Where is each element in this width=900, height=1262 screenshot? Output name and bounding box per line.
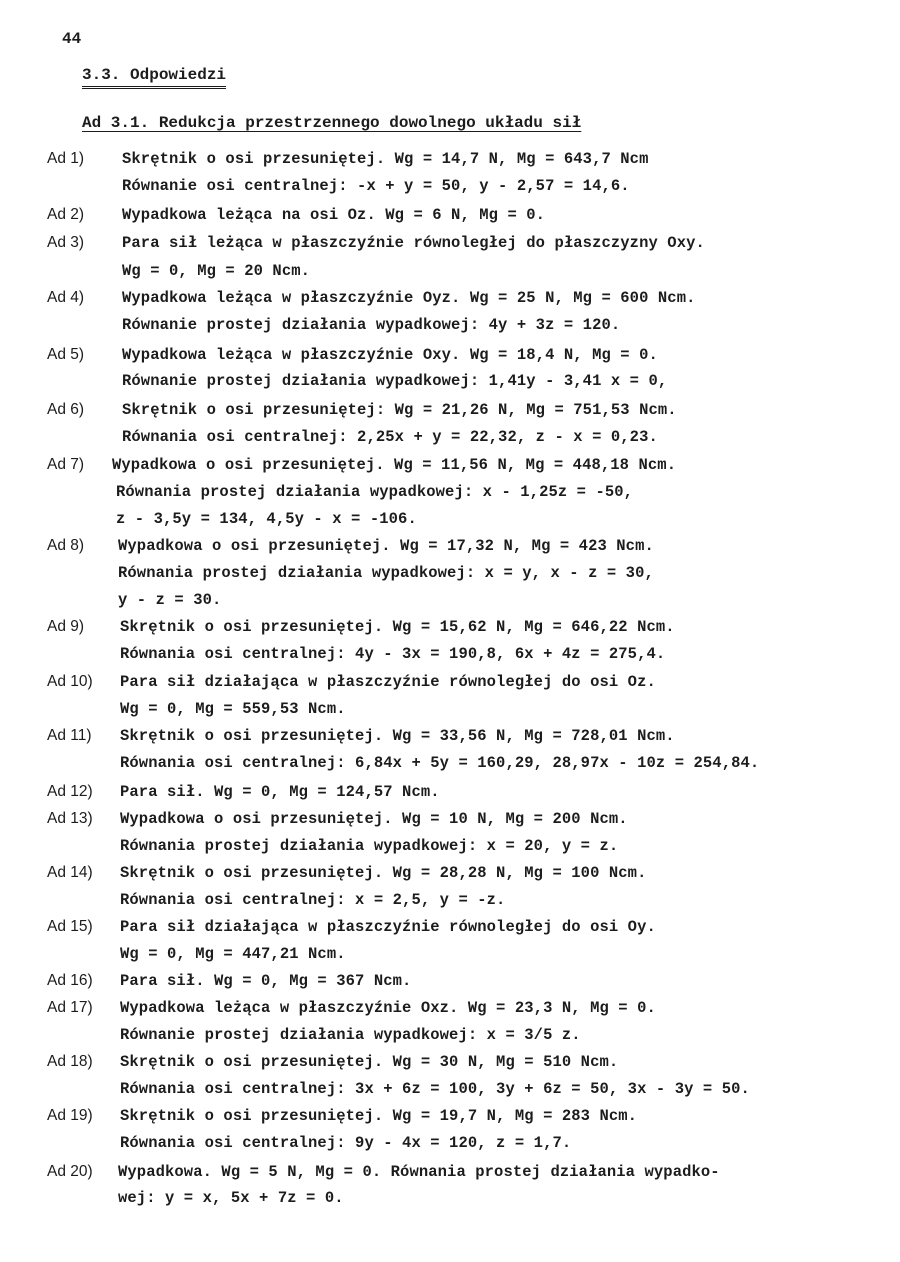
answer-label: Ad 10) bbox=[47, 673, 93, 690]
answer-line: Wypadkowa leżąca w płaszczyźnie Oyz. Wg = 25 N, Mg = 600 Ncm. bbox=[122, 289, 696, 307]
answer-line: Równania osi centralnej: x = 2,5, y = -z. bbox=[120, 891, 506, 909]
answer-line: Wypadkowa. Wg = 5 N, Mg = 0. Równania prostej działania wypadko- bbox=[118, 1163, 720, 1181]
answer-line: Równanie prostej działania wypadkowej: 1,41y - 3,41 x = 0, bbox=[122, 372, 668, 390]
answer-line: Wg = 0, Mg = 447,21 Ncm. bbox=[120, 945, 346, 963]
answer-label: Ad 17) bbox=[47, 999, 93, 1016]
answer-line: Para sił. Wg = 0, Mg = 124,57 Ncm. bbox=[120, 783, 440, 801]
answer-line: Równania osi centralnej: 3x + 6z = 100, 3y + 6z = 50, 3x - 3y = 50. bbox=[120, 1080, 750, 1098]
answer-line: Wypadkowa leżąca na osi Oz. Wg = 6 N, Mg = 0. bbox=[122, 206, 546, 224]
answer-line: Wg = 0, Mg = 559,53 Ncm. bbox=[120, 700, 346, 718]
page-number: 44 bbox=[62, 30, 82, 48]
answer-line: Równania osi centralnej: 2,25x + y = 22,32, z - x = 0,23. bbox=[122, 428, 658, 446]
answer-line: Wypadkowa o osi przesuniętej. Wg = 17,32 N, Mg = 423 Ncm. bbox=[118, 537, 654, 555]
answer-label: Ad 18) bbox=[47, 1053, 93, 1070]
answer-line: Para sił działająca w płaszczyźnie równoległej do osi Oy. bbox=[120, 918, 656, 936]
answer-line: wej: y = x, 5x + 7z = 0. bbox=[118, 1189, 344, 1207]
answer-line: Równania prostej działania wypadkowej: x - 1,25z = -50, bbox=[116, 483, 634, 501]
subsection-title: Ad 3.1. Redukcja przestrzennego dowolnego układu sił bbox=[82, 114, 582, 132]
answer-line: Skrętnik o osi przesuniętej. Wg = 19,7 N, Mg = 283 Ncm. bbox=[120, 1107, 638, 1125]
answer-line: Skrętnik o osi przesuniętej. Wg = 15,62 N, Mg = 646,22 Ncm. bbox=[120, 618, 675, 636]
answer-label: Ad 4) bbox=[47, 289, 85, 306]
answer-label: Ad 1) bbox=[47, 150, 85, 167]
answer-label: Ad 8) bbox=[47, 537, 85, 554]
answer-line: Równania osi centralnej: 4y - 3x = 190,8, 6x + 4z = 275,4. bbox=[120, 645, 666, 663]
answer-line: Skrętnik o osi przesuniętej. Wg = 14,7 N, Mg = 643,7 Ncm bbox=[122, 150, 649, 168]
answer-label: Ad 14) bbox=[47, 864, 93, 881]
answer-line: z - 3,5y = 134, 4,5y - x = -106. bbox=[116, 510, 417, 528]
answer-label: Ad 6) bbox=[47, 401, 85, 418]
answer-line: Równanie prostej działania wypadkowej: x = 3/5 z. bbox=[120, 1026, 581, 1044]
section-title: 3.3. Odpowiedzi bbox=[82, 66, 226, 89]
answer-line: Równanie prostej działania wypadkowej: 4y + 3z = 120. bbox=[122, 316, 621, 334]
answer-line: Skrętnik o osi przesuniętej. Wg = 28,28 N, Mg = 100 Ncm. bbox=[120, 864, 647, 882]
answer-line: Równania osi centralnej: 9y - 4x = 120, z = 1,7. bbox=[120, 1134, 572, 1152]
answer-label: Ad 12) bbox=[47, 783, 93, 800]
answer-line: Wypadkowa leżąca w płaszczyźnie Oxy. Wg = 18,4 N, Mg = 0. bbox=[122, 346, 658, 364]
answer-line: Para sił leżąca w płaszczyźnie równoległej do płaszczyzny Oxy. bbox=[122, 234, 705, 252]
answer-label: Ad 19) bbox=[47, 1107, 93, 1124]
answer-label: Ad 15) bbox=[47, 918, 93, 935]
answer-line: Skrętnik o osi przesuniętej. Wg = 30 N, Mg = 510 Ncm. bbox=[120, 1053, 619, 1071]
answer-line: Wypadkowa leżąca w płaszczyźnie Oxz. Wg = 23,3 N, Mg = 0. bbox=[120, 999, 656, 1017]
answer-line: Skrętnik o osi przesuniętej. Wg = 33,56 N, Mg = 728,01 Ncm. bbox=[120, 727, 675, 745]
answer-line: Para sił działająca w płaszczyźnie równoległej do osi Oz. bbox=[120, 673, 656, 691]
answer-label: Ad 5) bbox=[47, 346, 85, 363]
answer-line: Wypadkowa o osi przesuniętej. Wg = 10 N, Mg = 200 Ncm. bbox=[120, 810, 628, 828]
answer-line: Równania prostej działania wypadkowej: x = 20, y = z. bbox=[120, 837, 619, 855]
answer-line: Wypadkowa o osi przesuniętej. Wg = 11,56 N, Mg = 448,18 Ncm. bbox=[112, 456, 677, 474]
answer-label: Ad 7) bbox=[47, 456, 85, 473]
answer-label: Ad 11) bbox=[47, 727, 92, 744]
answer-label: Ad 20) bbox=[47, 1163, 93, 1180]
answer-line: Równanie osi centralnej: -x + y = 50, y - 2,57 = 14,6. bbox=[122, 177, 630, 195]
answer-label: Ad 3) bbox=[47, 234, 85, 251]
answer-line: Wg = 0, Mg = 20 Ncm. bbox=[122, 262, 311, 280]
answer-line: Równania osi centralnej: 6,84x + 5y = 160,29, 28,97x - 10z = 254,84. bbox=[120, 754, 760, 772]
answer-label: Ad 13) bbox=[47, 810, 93, 827]
answer-line: y - z = 30. bbox=[118, 591, 222, 609]
answer-label: Ad 16) bbox=[47, 972, 93, 989]
answer-line: Skrętnik o osi przesuniętej: Wg = 21,26 N, Mg = 751,53 Ncm. bbox=[122, 401, 677, 419]
answer-line: Para sił. Wg = 0, Mg = 367 Ncm. bbox=[120, 972, 412, 990]
answer-label: Ad 2) bbox=[47, 206, 85, 223]
answer-label: Ad 9) bbox=[47, 618, 85, 635]
answer-line: Równania prostej działania wypadkowej: x = y, x - z = 30, bbox=[118, 564, 654, 582]
